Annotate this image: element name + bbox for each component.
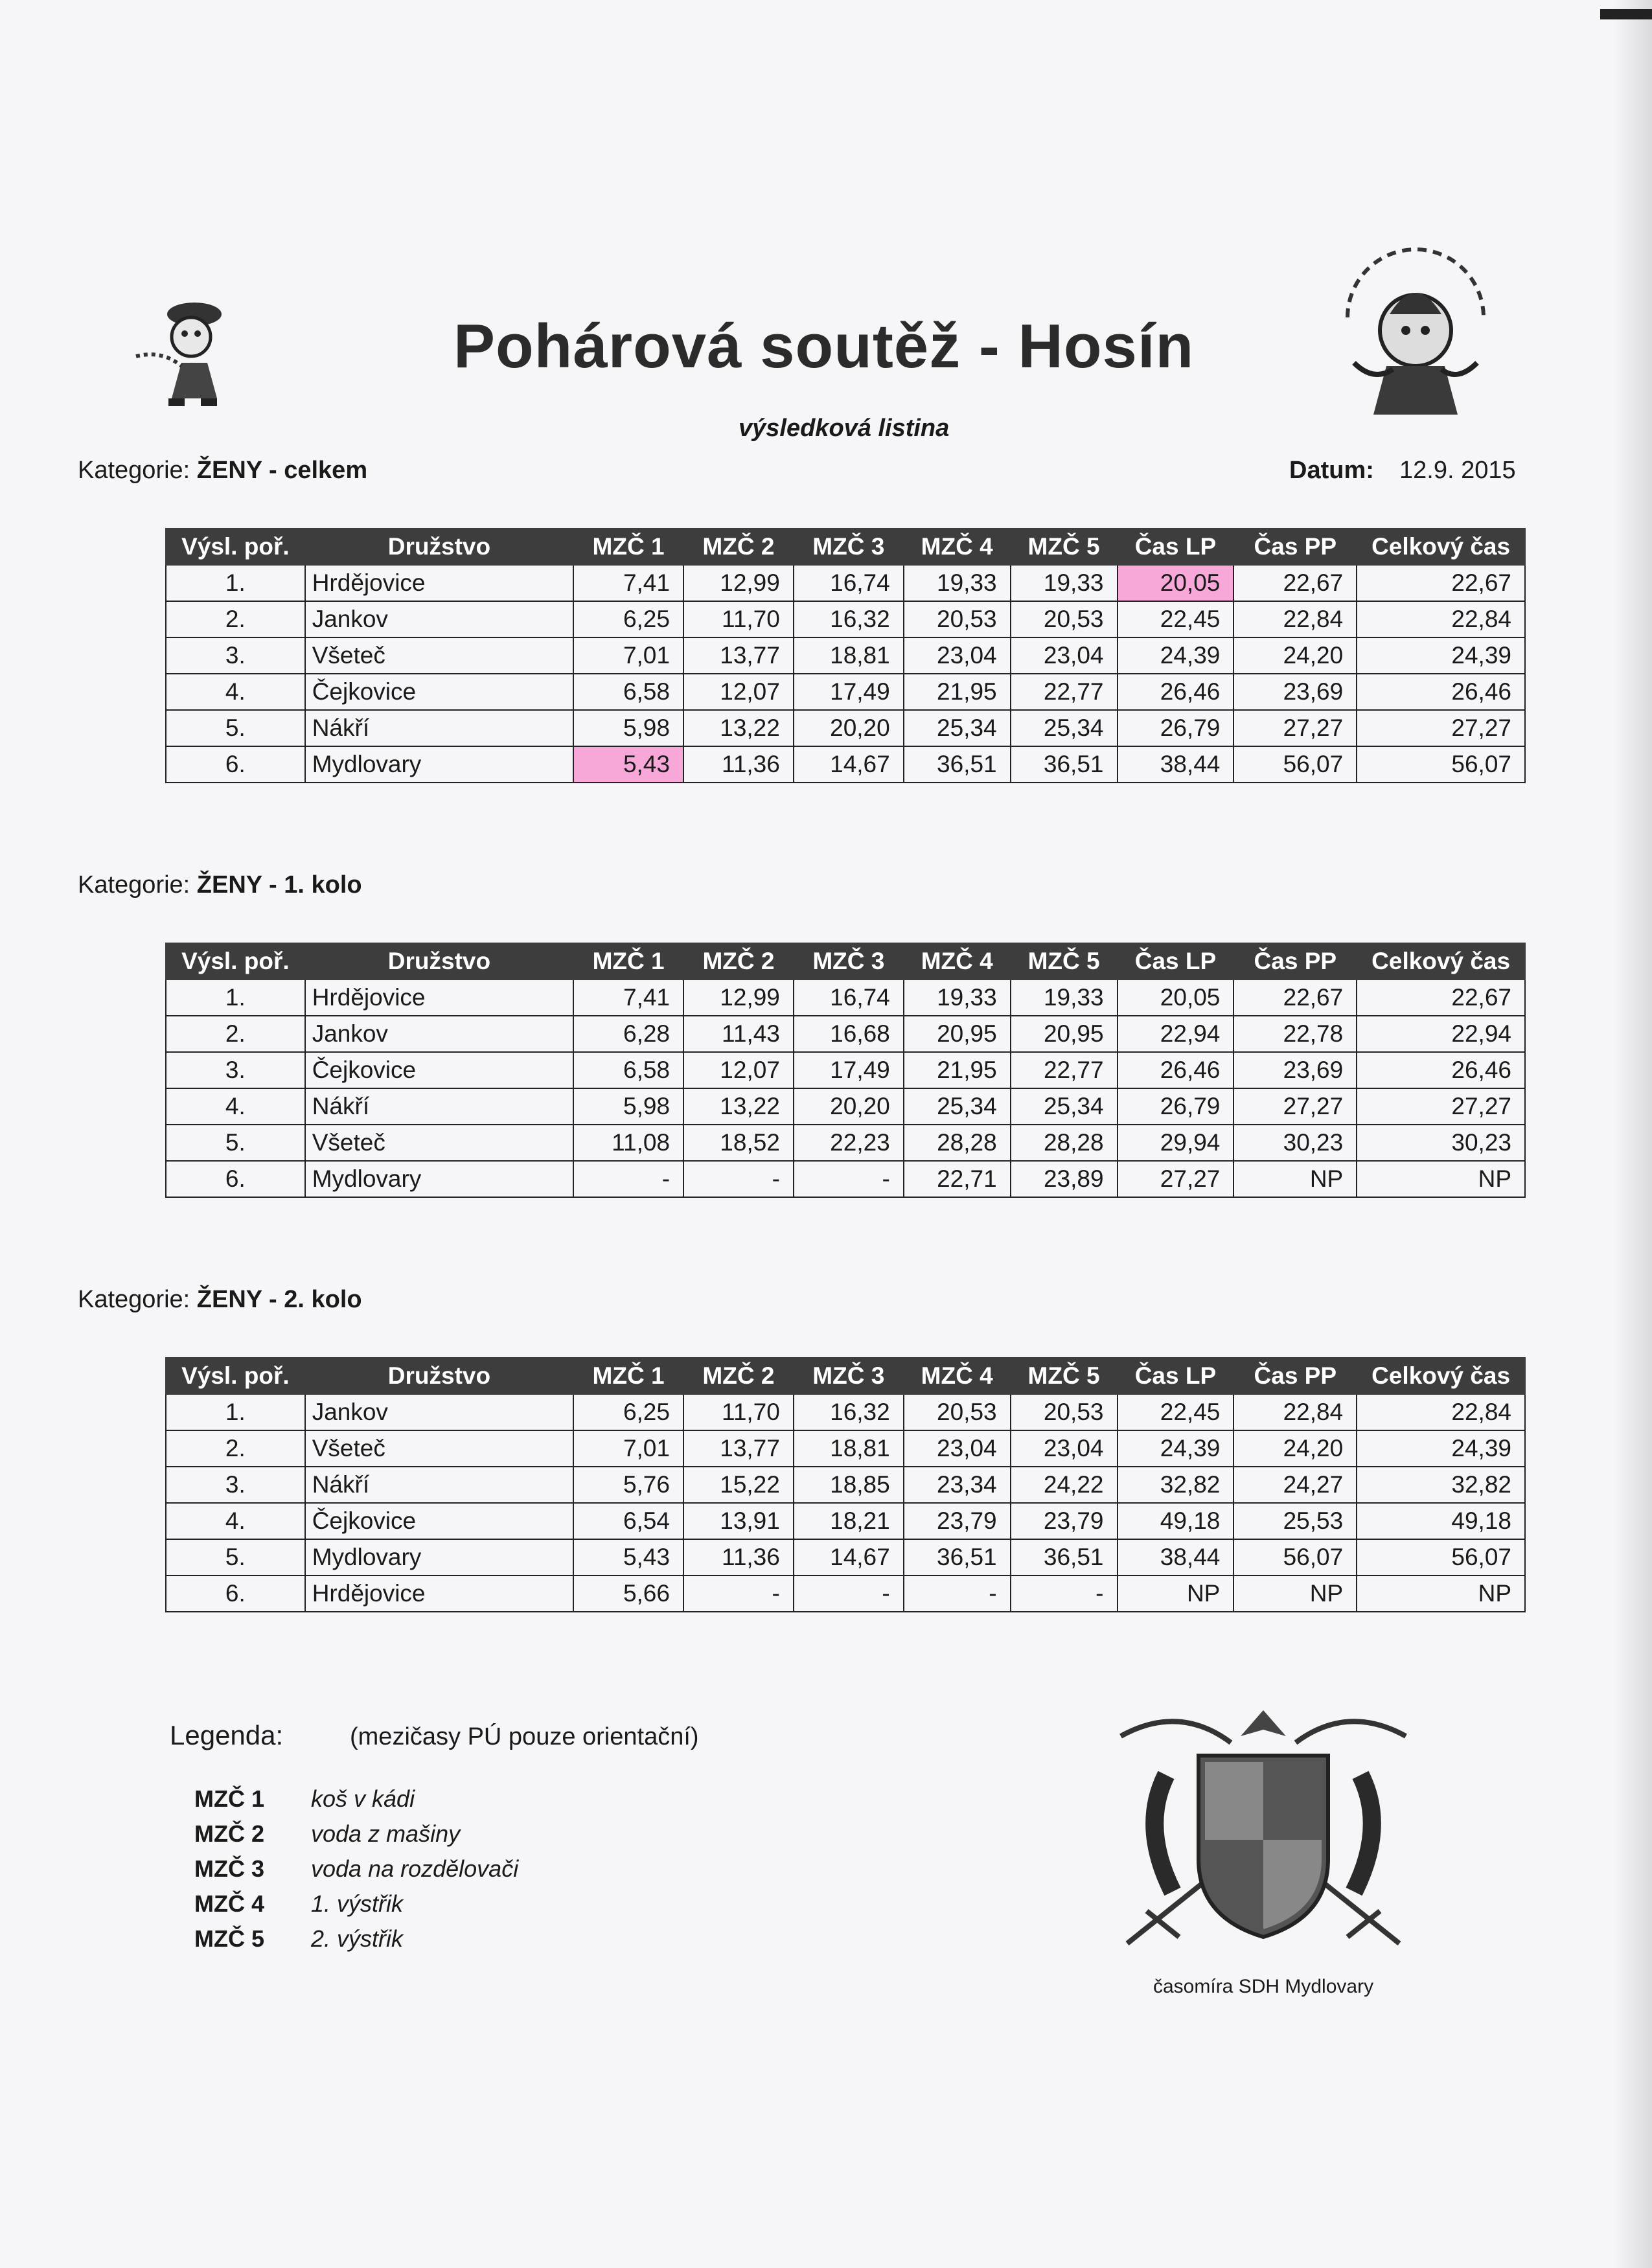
time-cell: 17,49 [794, 674, 904, 710]
table-row [166, 565, 1525, 601]
time-cell: 13,91 [683, 1503, 794, 1539]
time-cell: 27,27 [1357, 1088, 1525, 1125]
time-cell: 22,67 [1233, 565, 1357, 601]
time-cell: - [1011, 1575, 1118, 1612]
column-header: Čas PP [1233, 529, 1357, 565]
column-header: Výsl. poř. [166, 529, 305, 565]
time-cell: 22,23 [794, 1125, 904, 1161]
time-cell: 11,08 [573, 1125, 683, 1161]
time-cell: 26,46 [1118, 1052, 1234, 1088]
time-cell: - [904, 1575, 1011, 1612]
legend-item [194, 1781, 518, 1816]
time-cell: 24,20 [1233, 1430, 1357, 1467]
rank-cell: 3. [166, 637, 305, 674]
time-cell: 11,36 [683, 746, 794, 783]
time-cell: 6,25 [573, 601, 683, 637]
legend-key: MZČ 5 [194, 1925, 264, 1952]
column-header: Čas PP [1233, 1358, 1357, 1394]
time-cell: 22,94 [1357, 1016, 1525, 1052]
column-header: MZČ 1 [573, 1358, 683, 1394]
time-cell: 20,05 [1118, 979, 1234, 1016]
time-cell: - [794, 1575, 904, 1612]
team-cell: Jankov [305, 1394, 573, 1430]
rank-cell: 6. [166, 1161, 305, 1197]
time-cell: 26,46 [1357, 674, 1525, 710]
legend-item [194, 1851, 518, 1886]
rank-cell: 1. [166, 1394, 305, 1430]
time-cell: 27,27 [1118, 1161, 1234, 1197]
table-header-row [166, 943, 1525, 979]
time-cell: 20,20 [794, 1088, 904, 1125]
column-header: MZČ 1 [573, 529, 683, 565]
time-cell: - [683, 1575, 794, 1612]
time-cell: 6,54 [573, 1503, 683, 1539]
table-header-row [166, 1358, 1525, 1394]
rank-cell: 3. [166, 1467, 305, 1503]
time-cell: - [794, 1161, 904, 1197]
table-row [166, 1394, 1525, 1430]
rank-cell: 6. [166, 1575, 305, 1612]
table-row [166, 1430, 1525, 1467]
rank-cell: 1. [166, 565, 305, 601]
time-cell: 20,53 [904, 1394, 1011, 1430]
time-cell: 5,76 [573, 1467, 683, 1503]
time-cell: 5,66 [573, 1575, 683, 1612]
time-cell: 24,39 [1357, 1430, 1525, 1467]
time-cell: 25,53 [1233, 1503, 1357, 1539]
page-title: Pohárová soutěž - Hosín [453, 312, 1195, 381]
time-cell: 6,25 [573, 1394, 683, 1430]
time-cell: 22,78 [1233, 1016, 1357, 1052]
table-row [166, 1539, 1525, 1575]
table-row [166, 637, 1525, 674]
time-cell: 18,21 [794, 1503, 904, 1539]
column-header: MZČ 5 [1011, 529, 1118, 565]
legend-list [194, 1781, 518, 1956]
team-cell: Mydlovary [305, 746, 573, 783]
time-cell: 16,32 [794, 601, 904, 637]
time-cell: 23,69 [1233, 1052, 1357, 1088]
time-cell: 22,84 [1233, 1394, 1357, 1430]
column-header: MZČ 2 [683, 943, 794, 979]
table-row [166, 1088, 1525, 1125]
column-header: MZČ 2 [683, 529, 794, 565]
time-cell: 32,82 [1118, 1467, 1234, 1503]
time-cell: NP [1233, 1161, 1357, 1197]
time-cell: 26,79 [1118, 1088, 1234, 1125]
time-cell: 22,94 [1118, 1016, 1234, 1052]
time-cell: 12,07 [683, 674, 794, 710]
time-cell: 30,23 [1357, 1125, 1525, 1161]
time-cell: 6,28 [573, 1016, 683, 1052]
table-row [166, 1052, 1525, 1088]
team-cell: Hrdějovice [305, 565, 573, 601]
scan-edge-shadow [1613, 0, 1652, 2268]
time-cell: 24,39 [1357, 637, 1525, 674]
date-label: Datum: [1289, 457, 1374, 484]
legend-item [194, 1886, 518, 1921]
time-cell: 12,99 [683, 565, 794, 601]
time-cell: 24,22 [1011, 1467, 1118, 1503]
time-cell: 14,67 [794, 746, 904, 783]
table-row [166, 746, 1525, 783]
time-cell: 27,27 [1233, 710, 1357, 746]
time-cell: 7,01 [573, 1430, 683, 1467]
rank-cell: 4. [166, 674, 305, 710]
time-cell: 23,34 [904, 1467, 1011, 1503]
time-cell: 18,52 [683, 1125, 794, 1161]
time-cell: 36,51 [904, 746, 1011, 783]
time-cell: 20,05 [1118, 565, 1234, 601]
team-cell: Jankov [305, 601, 573, 637]
column-header: Čas LP [1118, 1358, 1234, 1394]
table-row [166, 674, 1525, 710]
footer-credit: časomíra SDH Mydlovary [1153, 1976, 1374, 1997]
legend-key: MZČ 1 [194, 1785, 264, 1812]
time-cell: 5,43 [573, 1539, 683, 1575]
rank-cell: 5. [166, 1539, 305, 1575]
team-cell: Mydlovary [305, 1539, 573, 1575]
time-cell: 18,85 [794, 1467, 904, 1503]
time-cell: 23,79 [904, 1503, 1011, 1539]
legend-item [194, 1816, 518, 1851]
time-cell: 20,95 [904, 1016, 1011, 1052]
time-cell: 11,70 [683, 601, 794, 637]
time-cell: NP [1357, 1575, 1525, 1612]
time-cell: 30,23 [1233, 1125, 1357, 1161]
time-cell: 23,04 [904, 1430, 1011, 1467]
time-cell: 11,36 [683, 1539, 794, 1575]
time-cell: 20,20 [794, 710, 904, 746]
time-cell: 19,33 [904, 565, 1011, 601]
team-cell: Nákří [305, 710, 573, 746]
time-cell: NP [1233, 1575, 1357, 1612]
column-header: Celkový čas [1357, 1358, 1525, 1394]
time-cell: 22,77 [1011, 674, 1118, 710]
date-value: 12.9. 2015 [1399, 457, 1516, 484]
time-cell: 16,74 [794, 979, 904, 1016]
time-cell: 18,81 [794, 1430, 904, 1467]
time-cell: 17,49 [794, 1052, 904, 1088]
time-cell: 21,95 [904, 1052, 1011, 1088]
page-subtitle: výsledková listina [739, 415, 950, 442]
time-cell: 13,22 [683, 710, 794, 746]
time-cell: NP [1118, 1575, 1234, 1612]
legend-value: voda na rozdělovači [311, 1855, 519, 1882]
legend-value: voda z mašiny [311, 1820, 461, 1847]
time-cell: 14,67 [794, 1539, 904, 1575]
results-table-overall [165, 528, 1526, 783]
time-cell: 6,58 [573, 674, 683, 710]
time-cell: 38,44 [1118, 1539, 1234, 1575]
time-cell: 15,22 [683, 1467, 794, 1503]
category-name: ŽENY - celkem [196, 457, 368, 484]
team-cell: Všeteč [305, 1430, 573, 1467]
time-cell: 11,70 [683, 1394, 794, 1430]
category-label-overall [78, 457, 367, 485]
time-cell: 56,07 [1357, 1539, 1525, 1575]
legend-value: 1. výstřik [311, 1890, 404, 1917]
team-cell: Všeteč [305, 1125, 573, 1161]
category-prefix: Kategorie: [78, 457, 197, 484]
time-cell: 5,98 [573, 710, 683, 746]
category-label-round-1 [78, 871, 362, 899]
time-cell: 20,53 [904, 601, 1011, 637]
time-cell: 20,53 [1011, 601, 1118, 637]
time-cell: 7,41 [573, 979, 683, 1016]
column-header: MZČ 2 [683, 1358, 794, 1394]
team-cell: Nákří [305, 1467, 573, 1503]
time-cell: 22,84 [1233, 601, 1357, 637]
time-cell: - [683, 1161, 794, 1197]
rank-cell: 4. [166, 1088, 305, 1125]
time-cell: 32,82 [1357, 1467, 1525, 1503]
time-cell: 38,44 [1118, 746, 1234, 783]
column-header: Výsl. poř. [166, 1358, 305, 1394]
time-cell: 49,18 [1357, 1503, 1525, 1539]
time-cell: 18,81 [794, 637, 904, 674]
team-cell: Jankov [305, 1016, 573, 1052]
column-header: MZČ 4 [904, 1358, 1011, 1394]
column-header: MZČ 5 [1011, 943, 1118, 979]
table-header-row [166, 529, 1525, 565]
scan-top-mark [1600, 9, 1652, 19]
column-header: Čas LP [1118, 943, 1234, 979]
rank-cell: 4. [166, 1503, 305, 1539]
time-cell: 25,34 [1011, 1088, 1118, 1125]
time-cell: 13,77 [683, 1430, 794, 1467]
time-cell: 26,46 [1357, 1052, 1525, 1088]
column-header: Výsl. poř. [166, 943, 305, 979]
time-cell: 16,74 [794, 565, 904, 601]
rank-cell: 6. [166, 746, 305, 783]
table-row [166, 1575, 1525, 1612]
column-header: Čas LP [1118, 529, 1234, 565]
time-cell: 23,69 [1233, 674, 1357, 710]
time-cell: 5,98 [573, 1088, 683, 1125]
column-header: Čas PP [1233, 943, 1357, 979]
time-cell: 56,07 [1233, 1539, 1357, 1575]
rank-cell: 2. [166, 1016, 305, 1052]
time-cell: 25,34 [1011, 710, 1118, 746]
column-header: Družstvo [305, 1358, 573, 1394]
time-cell: 56,07 [1233, 746, 1357, 783]
rank-cell: 2. [166, 601, 305, 637]
time-cell: 27,27 [1357, 710, 1525, 746]
time-cell: 23,79 [1011, 1503, 1118, 1539]
column-header: MZČ 3 [794, 529, 904, 565]
time-cell: 23,89 [1011, 1161, 1118, 1197]
category-name: ŽENY - 2. kolo [196, 1286, 362, 1313]
column-header: Celkový čas [1357, 529, 1525, 565]
time-cell: 23,04 [1011, 637, 1118, 674]
column-header: Družstvo [305, 529, 573, 565]
category-label-round-2 [78, 1286, 362, 1314]
time-cell: 26,79 [1118, 710, 1234, 746]
time-cell: NP [1357, 1161, 1525, 1197]
table-row [166, 1467, 1525, 1503]
rank-cell: 2. [166, 1430, 305, 1467]
results-table-round-1 [165, 943, 1526, 1198]
legend-key: MZČ 2 [194, 1820, 264, 1847]
results-table-round-2 [165, 1357, 1526, 1612]
time-cell: 25,34 [904, 710, 1011, 746]
time-cell: 23,04 [1011, 1430, 1118, 1467]
time-cell: 20,53 [1011, 1394, 1118, 1430]
time-cell: 12,07 [683, 1052, 794, 1088]
time-cell: 16,68 [794, 1016, 904, 1052]
team-cell: Všeteč [305, 637, 573, 674]
time-cell: 19,33 [904, 979, 1011, 1016]
column-header: MZČ 3 [794, 1358, 904, 1394]
team-cell: Hrdějovice [305, 979, 573, 1016]
column-header: MZČ 4 [904, 529, 1011, 565]
time-cell: 16,32 [794, 1394, 904, 1430]
time-cell: 24,39 [1118, 1430, 1234, 1467]
time-cell: 36,51 [1011, 746, 1118, 783]
legend-key: MZČ 4 [194, 1890, 264, 1917]
time-cell: 26,46 [1118, 674, 1234, 710]
time-cell: 24,27 [1233, 1467, 1357, 1503]
legend-value: 2. výstřik [311, 1925, 404, 1952]
time-cell: 19,33 [1011, 979, 1118, 1016]
table-row [166, 1161, 1525, 1197]
team-cell: Hrdějovice [305, 1575, 573, 1612]
legend-value: koš v kádi [311, 1785, 415, 1812]
time-cell: 13,22 [683, 1088, 794, 1125]
time-cell: 19,33 [1011, 565, 1118, 601]
legend-note: (mezičasy PÚ pouze orientační) [350, 1723, 699, 1750]
column-header: Družstvo [305, 943, 573, 979]
table-row [166, 1125, 1525, 1161]
time-cell: 13,77 [683, 637, 794, 674]
time-cell: 28,28 [1011, 1125, 1118, 1161]
time-cell: 22,67 [1357, 565, 1525, 601]
time-cell: 24,20 [1233, 637, 1357, 674]
time-cell: 49,18 [1118, 1503, 1234, 1539]
time-cell: 22,84 [1357, 601, 1525, 637]
column-header: MZČ 5 [1011, 1358, 1118, 1394]
time-cell: 22,71 [904, 1161, 1011, 1197]
category-prefix: Kategorie: [78, 871, 197, 899]
table-row [166, 1503, 1525, 1539]
time-cell: 25,34 [904, 1088, 1011, 1125]
rank-cell: 1. [166, 979, 305, 1016]
time-cell: 56,07 [1357, 746, 1525, 783]
legend-key: MZČ 3 [194, 1855, 264, 1882]
table-row [166, 710, 1525, 746]
team-cell: Mydlovary [305, 1161, 573, 1197]
time-cell: 11,43 [683, 1016, 794, 1052]
team-cell: Čejkovice [305, 674, 573, 710]
time-cell: 12,99 [683, 979, 794, 1016]
time-cell: 20,95 [1011, 1016, 1118, 1052]
rank-cell: 3. [166, 1052, 305, 1088]
column-header: MZČ 4 [904, 943, 1011, 979]
category-prefix: Kategorie: [78, 1286, 197, 1313]
time-cell: 23,04 [904, 637, 1011, 674]
time-cell: 7,01 [573, 637, 683, 674]
time-cell: 24,39 [1118, 637, 1234, 674]
rank-cell: 5. [166, 1125, 305, 1161]
time-cell: 22,84 [1357, 1394, 1525, 1430]
time-cell: 22,45 [1118, 601, 1234, 637]
time-cell: 6,58 [573, 1052, 683, 1088]
time-cell: 27,27 [1233, 1088, 1357, 1125]
team-cell: Čejkovice [305, 1052, 573, 1088]
time-cell: 36,51 [904, 1539, 1011, 1575]
time-cell: 5,43 [573, 746, 683, 783]
team-cell: Nákří [305, 1088, 573, 1125]
column-header: MZČ 1 [573, 943, 683, 979]
time-cell: - [573, 1161, 683, 1197]
time-cell: 28,28 [904, 1125, 1011, 1161]
table-row [166, 1016, 1525, 1052]
time-cell: 22,77 [1011, 1052, 1118, 1088]
table-row [166, 979, 1525, 1016]
time-cell: 29,94 [1118, 1125, 1234, 1161]
fire-brigade-emblem-icon [1101, 1697, 1425, 1963]
table-row [166, 601, 1525, 637]
category-name: ŽENY - 1. kolo [196, 871, 362, 899]
rank-cell: 5. [166, 710, 305, 746]
time-cell: 22,45 [1118, 1394, 1234, 1430]
time-cell: 22,67 [1233, 979, 1357, 1016]
time-cell: 36,51 [1011, 1539, 1118, 1575]
time-cell: 7,41 [573, 565, 683, 601]
team-cell: Čejkovice [305, 1503, 573, 1539]
legend-item [194, 1921, 518, 1956]
column-header: Celkový čas [1357, 943, 1525, 979]
time-cell: 21,95 [904, 674, 1011, 710]
firefighter-cartoon-icon [123, 279, 253, 408]
column-header: MZČ 3 [794, 943, 904, 979]
stopwatch-firefighter-cartoon-icon [1328, 233, 1503, 421]
time-cell: 22,67 [1357, 979, 1525, 1016]
legend-title: Legenda: [170, 1720, 284, 1750]
